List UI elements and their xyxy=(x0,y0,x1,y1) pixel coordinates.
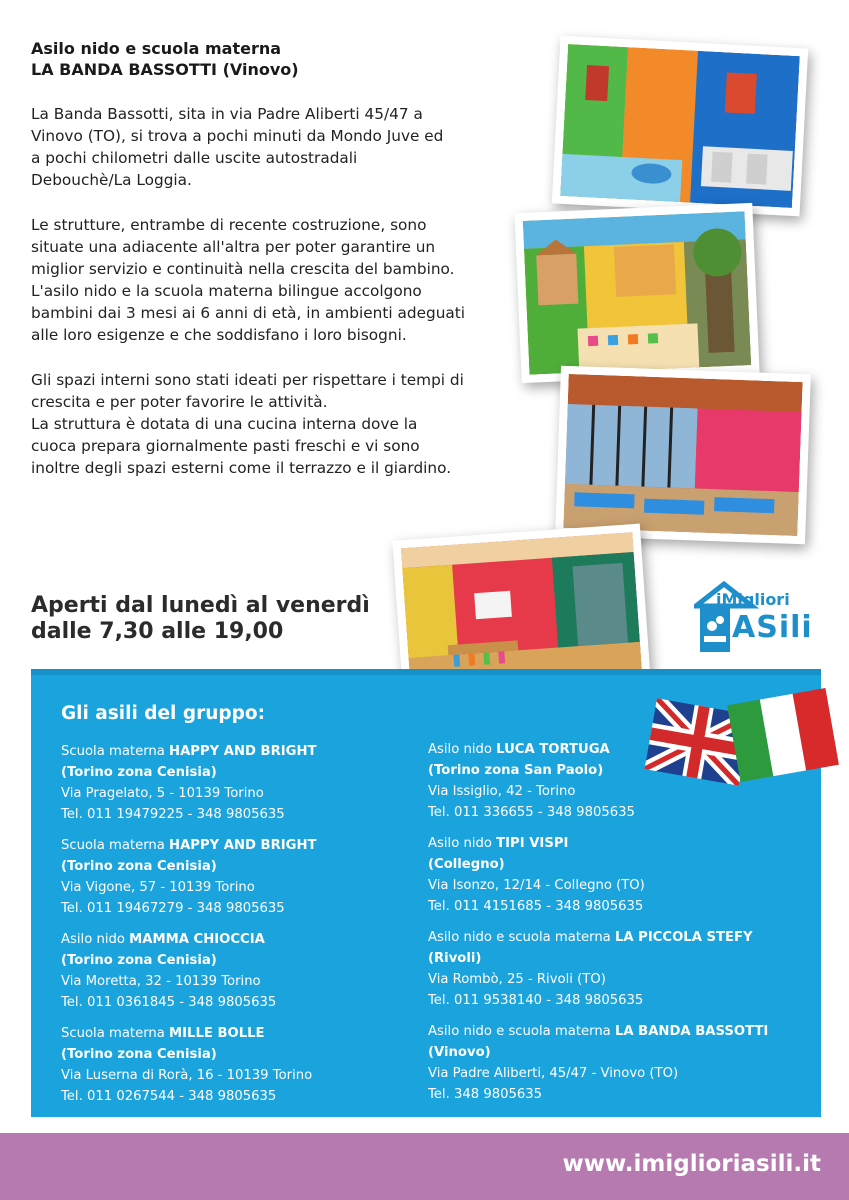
website-link[interactable]: www.imiglioriasili.it xyxy=(562,1151,821,1177)
text-line: crescita e per poter favorire le attività. xyxy=(31,393,328,411)
school-name: HAPPY AND BRIGHT xyxy=(169,744,317,759)
text-line: La Banda Bassotti, sita in via Padre Aliberti 45/47 a xyxy=(31,105,423,123)
list-item xyxy=(428,927,788,1011)
school-type: Scuola materna xyxy=(61,1026,170,1041)
text-line: Le strutture, entrambe di recente costruzione, sono xyxy=(31,216,427,234)
text-line: a pochi chilometri dalle uscite autostradali xyxy=(31,149,358,167)
school-address: Via Issiglio, 42 - Torino xyxy=(428,784,576,799)
school-zone: (Rivoli) xyxy=(428,951,482,966)
school-type: Asilo nido xyxy=(61,932,130,947)
text-line: miglior servizio e continuità nella crescita del bambino. xyxy=(31,260,455,278)
school-address: Via Moretta, 32 - 10139 Torino xyxy=(61,974,261,989)
school-address: Via Rombò, 25 - Rivoli (TO) xyxy=(428,972,606,987)
list-item xyxy=(61,741,401,825)
text-line: bambini dai 3 mesi ai 6 anni di età, in ambienti adeguati xyxy=(31,304,466,322)
page-title-line1: Asilo nido e scuola materna xyxy=(31,39,282,58)
school-type: Asilo nido xyxy=(428,742,497,757)
text-line: situate una adiacente all'altra per poter garantire un xyxy=(31,238,436,256)
school-phone: Tel. 011 0267544 - 348 9805635 xyxy=(61,1089,277,1104)
group-column-left xyxy=(61,741,401,1117)
playroom-image xyxy=(523,211,752,375)
page-title-line2: LA BANDA BASSOTTI (Vinovo) xyxy=(31,60,299,79)
school-zone: (Torino zona Cenisia) xyxy=(61,953,217,968)
group-column-right xyxy=(428,739,788,1115)
school-phone: Tel. 011 336655 - 348 9805635 xyxy=(428,805,635,820)
school-zone: (Collegno) xyxy=(428,857,505,872)
school-type: Asilo nido e scuola materna xyxy=(428,1024,615,1039)
school-zone: (Torino zona Cenisia) xyxy=(61,1047,217,1062)
school-phone: Tel. 011 0361845 - 348 9805635 xyxy=(61,995,277,1010)
text-line: Gli spazi interni sono stati ideati per rispettare i tempi di xyxy=(31,371,464,389)
school-phone: Tel. 011 4151685 - 348 9805635 xyxy=(428,899,644,914)
text-line: La struttura è dotata di una cucina interna dove la xyxy=(31,415,418,433)
text-line: alle loro esigenze e che soddisfano i loro bisogni. xyxy=(31,326,407,344)
school-name: MILLE BOLLE xyxy=(169,1026,265,1041)
school-address: Via Isonzo, 12/14 - Collegno (TO) xyxy=(428,878,645,893)
text-line: inoltre degli spazi esterni come il terrazzo e il giardino. xyxy=(31,459,452,477)
school-zone: (Torino zona Cenisia) xyxy=(61,765,217,780)
school-phone: Tel. 011 9538140 - 348 9805635 xyxy=(428,993,644,1008)
list-item xyxy=(428,833,788,917)
school-address: Via Vigone, 57 - 10139 Torino xyxy=(61,880,255,895)
school-name: TIPI VISPI xyxy=(496,836,569,851)
photo-dormitory xyxy=(552,36,808,217)
hours-times: dalle 7,30 alle 19,00 xyxy=(31,619,284,644)
school-name: LA BANDA BASSOTTI xyxy=(614,1024,769,1039)
italy-flag-icon xyxy=(727,688,839,782)
intro-paragraph-1 xyxy=(31,103,501,191)
group-title: Gli asili del gruppo: xyxy=(61,703,265,724)
imigliori-asili-logo xyxy=(694,580,826,655)
school-phone: Tel. 011 19467279 - 348 9805635 xyxy=(61,901,285,916)
text-line: L'asilo nido e la scuola materna bilingue accolgono xyxy=(31,282,422,300)
school-address: Via Padre Aliberti, 45/47 - Vinovo (TO) xyxy=(428,1066,679,1081)
school-type: Scuola materna xyxy=(61,744,170,759)
text-line: cuoca prepara giornalmente pasti freschi e vi sono xyxy=(31,437,420,455)
school-address: Via Luserna di Rorà, 16 - 10139 Torino xyxy=(61,1068,313,1083)
text-line: Vinovo (TO), si trova a pochi minuti da Mondo Juve ed xyxy=(31,127,444,145)
intro-section xyxy=(31,38,501,479)
intro-paragraph-2 xyxy=(31,214,501,346)
school-zone: (Vinovo) xyxy=(428,1045,491,1060)
logo-word-2: ASili xyxy=(732,610,813,645)
school-type: Scuola materna xyxy=(61,838,170,853)
list-item xyxy=(428,1021,788,1105)
school-address: Via Pragelato, 5 - 10139 Torino xyxy=(61,786,264,801)
school-name: LA PICCOLA STEFY xyxy=(614,930,753,945)
school-zone: (Torino zona San Paolo) xyxy=(428,763,604,778)
logo-word-1: iMigliori xyxy=(716,590,790,609)
school-phone: Tel. 011 19479225 - 348 9805635 xyxy=(61,807,285,822)
school-zone: (Torino zona Cenisia) xyxy=(61,859,217,874)
opening-hours xyxy=(31,593,391,645)
photo-playroom xyxy=(514,203,759,383)
text-line: Debouchè/La Loggia. xyxy=(31,171,192,189)
dormitory-image xyxy=(560,44,800,208)
photo-nap-room xyxy=(555,366,811,545)
list-item xyxy=(61,929,401,1013)
intro-paragraph-3 xyxy=(31,369,501,479)
list-item xyxy=(61,1023,401,1107)
school-phone: Tel. 348 9805635 xyxy=(428,1087,543,1102)
list-item xyxy=(61,835,401,919)
school-name: MAMMA CHIOCCIA xyxy=(129,932,265,947)
school-type: Asilo nido e scuola materna xyxy=(428,930,615,945)
school-type: Asilo nido xyxy=(428,836,497,851)
school-name: HAPPY AND BRIGHT xyxy=(169,838,317,853)
nap-room-image xyxy=(563,374,802,536)
hours-days: Aperti dal lunedì al venerdì xyxy=(31,593,370,618)
footer-bar xyxy=(0,1133,849,1200)
school-name: LUCA TORTUGA xyxy=(496,742,610,757)
